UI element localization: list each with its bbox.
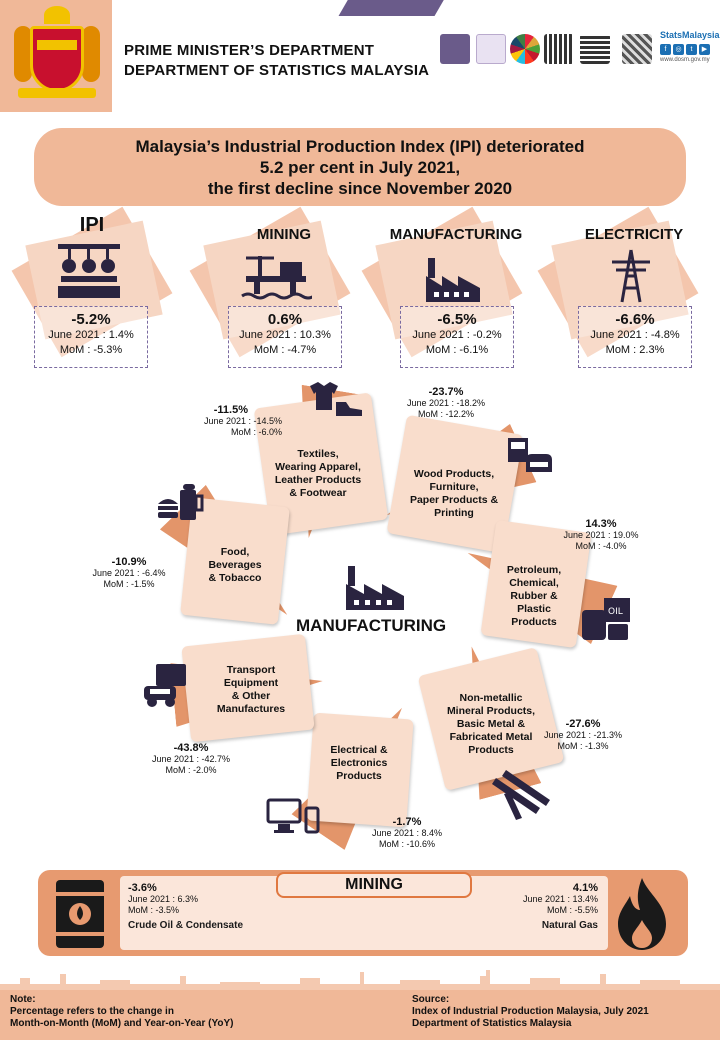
burger-beer-icon [156, 482, 204, 522]
segment-mom: MoM : -2.0% [165, 765, 217, 775]
note-line-2: Month-on-Month (MoM) and Year-on-Year (YoY) [10, 1018, 234, 1029]
furniture-icon [506, 436, 556, 476]
segment-yoy: June 2021 : -14.5% [203, 416, 282, 426]
annotation-petroleum [556, 518, 646, 552]
svg-text:OIL: OIL [608, 607, 623, 617]
header-line-2: DEPARTMENT OF STATISTICS MALAYSIA [124, 62, 430, 79]
card-pct: -5.2% [71, 311, 111, 328]
facebook-icon[interactable]: f [660, 44, 671, 55]
annotation-food [86, 556, 172, 590]
segment-yoy: June 2021 : -21.3% [543, 730, 623, 740]
card-yoy: June 2021 : -0.2% [412, 329, 502, 341]
crescent-star-icon [44, 6, 70, 24]
card-yoy: June 2021 : -4.8% [590, 329, 680, 341]
annotation-nonmetallic [538, 718, 628, 752]
stats-brand: StatsMalaysia [660, 30, 720, 40]
card-pct: 0.6% [267, 311, 303, 328]
segment-mom: MoM : -1.5% [103, 579, 155, 589]
card-manufacturing [400, 306, 514, 368]
truck-car-icon [142, 662, 190, 710]
footer-source [412, 994, 649, 1030]
oil-rig-icon [240, 250, 312, 302]
gas-yoy: June 2021 : 13.4% [522, 894, 598, 904]
census-logo [440, 34, 470, 64]
segment-label-wood: Wood Products, Furniture, Paper Products & Printing [409, 468, 499, 519]
gas-pct: 4.1% [572, 882, 598, 894]
factory-icon [424, 258, 482, 302]
segment-mom: MoM : -10.6% [378, 839, 436, 849]
qr-code-1[interactable] [544, 34, 574, 64]
card-title-manufacturing: MANUFACTURING [389, 226, 523, 243]
qr-code-3[interactable] [622, 34, 652, 64]
card-title-electricity: ELECTRICITY [584, 226, 684, 243]
segment-yoy: June 2021 : -42.7% [151, 754, 231, 764]
annotation-textiles [190, 404, 282, 438]
segment-yoy: June 2021 : 19.0% [563, 530, 639, 540]
segment-pct: -10.9% [111, 556, 147, 568]
card-ipi [34, 306, 148, 368]
segment-label-food: Food, Beverages & Tobacco [208, 546, 262, 584]
note-title: Note: [10, 994, 36, 1005]
robotic-assembly-icon [56, 242, 122, 300]
crest-scroll [18, 88, 96, 98]
card-title-mining: MINING [256, 226, 312, 243]
page-title: Malaysia’s Industrial Production Index (IPI) deteriorated 5.2 per cent in July 2021, the first decline since November 2020 [135, 137, 585, 198]
annotation-wood [398, 386, 494, 420]
source-line-1: Index of Industrial Production Malaysia, July 2021 [412, 1006, 649, 1017]
header-line-1: PRIME MINISTER’S DEPARTMENT [124, 42, 375, 59]
instagram-icon[interactable]: ◎ [673, 44, 684, 55]
segment-label-petroleum: Petroleum, Chemical, Rubber & Plastic Products [506, 564, 562, 628]
industrial-skyline [0, 960, 720, 990]
card-mom: MoM : -5.3% [59, 344, 123, 356]
mystats-logo [476, 34, 506, 64]
card-mom: MoM : -6.1% [425, 344, 489, 356]
source-line-2: Department of Statistics Malaysia [412, 1018, 572, 1029]
coat-of-arms-logo [0, 0, 112, 112]
annotation-electrical [364, 816, 450, 850]
segment-mom: MoM : -6.0% [230, 427, 282, 437]
card-title-ipi: IPI [79, 214, 105, 236]
card-mom: MoM : 2.3% [605, 344, 665, 356]
twitter-icon[interactable]: t [686, 44, 697, 55]
segment-pct: -27.6% [565, 718, 601, 730]
card-pct: -6.6% [615, 311, 655, 328]
segment-mom: MoM : -1.3% [557, 741, 609, 751]
source-title: Source: [412, 994, 450, 1005]
card-mom: MoM : -4.7% [253, 344, 317, 356]
manufacturing-center-label: MANUFACTURING [296, 616, 447, 635]
power-tower-icon [608, 248, 654, 304]
shirt-shoe-icon [306, 382, 364, 418]
segment-label-textiles: Textiles, Wearing Apparel, Leather Products & Footwear [274, 448, 362, 499]
factory-icon [344, 566, 406, 610]
segment-pct: -23.7% [428, 386, 464, 398]
segment-yoy: June 2021 : -18.2% [406, 398, 486, 408]
crest-stripe [37, 40, 77, 50]
card-yoy: June 2021 : 1.4% [48, 329, 134, 341]
oil-tank-icon [580, 594, 632, 642]
card-mining [228, 306, 342, 368]
youtube-icon[interactable]: ▶ [699, 44, 710, 55]
gas-name: Natural Gas [541, 920, 598, 931]
social-icons [660, 44, 710, 55]
mining-title: MINING [276, 872, 472, 898]
natural-gas-stats [500, 882, 598, 931]
segment-pct: -11.5% [213, 404, 248, 416]
card-pct: -6.5% [437, 311, 477, 328]
segment-mom: MoM : -12.2% [417, 409, 475, 419]
crest-shield-icon [30, 26, 84, 92]
computer-devices-icon [266, 798, 322, 836]
sdg-logo [510, 34, 540, 64]
card-yoy: June 2021 : 10.3% [239, 329, 331, 341]
crude-name: Crude Oil & Condensate [128, 920, 244, 931]
segment-label-electrical: Electrical & Electronics Products [330, 744, 388, 782]
website-url[interactable]: www.dosm.gov.my [660, 57, 710, 63]
segment-yoy: June 2021 : -6.4% [92, 568, 166, 578]
segment-pct: -1.7% [392, 816, 422, 828]
crude-oil-stats [128, 882, 243, 931]
segment-mom: MoM : -4.0% [575, 541, 627, 551]
card-electricity [578, 306, 692, 368]
footer-note [10, 994, 234, 1030]
annotation-transport [146, 742, 236, 776]
crude-pct: -3.6% [128, 882, 157, 894]
segment-pct: -43.8% [173, 742, 209, 754]
segment-label-transport: Transport Equipment & Other Manufactures [216, 664, 286, 715]
crude-mom: MoM : -3.5% [128, 905, 180, 915]
segment-label-nonmetallic: Non-metallic Mineral Products, Basic Metal & Fabricated Metal Products [446, 692, 536, 756]
segment-yoy: June 2021 : 8.4% [371, 828, 443, 838]
flame-icon [614, 876, 670, 952]
tiger-right-icon [82, 26, 100, 82]
crude-yoy: June 2021 : 6.3% [128, 894, 199, 904]
oil-barrel-icon [54, 878, 106, 950]
gas-mom: MoM : -5.5% [546, 905, 598, 915]
segment-pct: 14.3% [585, 518, 617, 530]
note-line-1: Percentage refers to the change in [10, 1006, 174, 1017]
steel-beam-icon [492, 768, 552, 822]
qr-code-2[interactable] [580, 34, 610, 64]
